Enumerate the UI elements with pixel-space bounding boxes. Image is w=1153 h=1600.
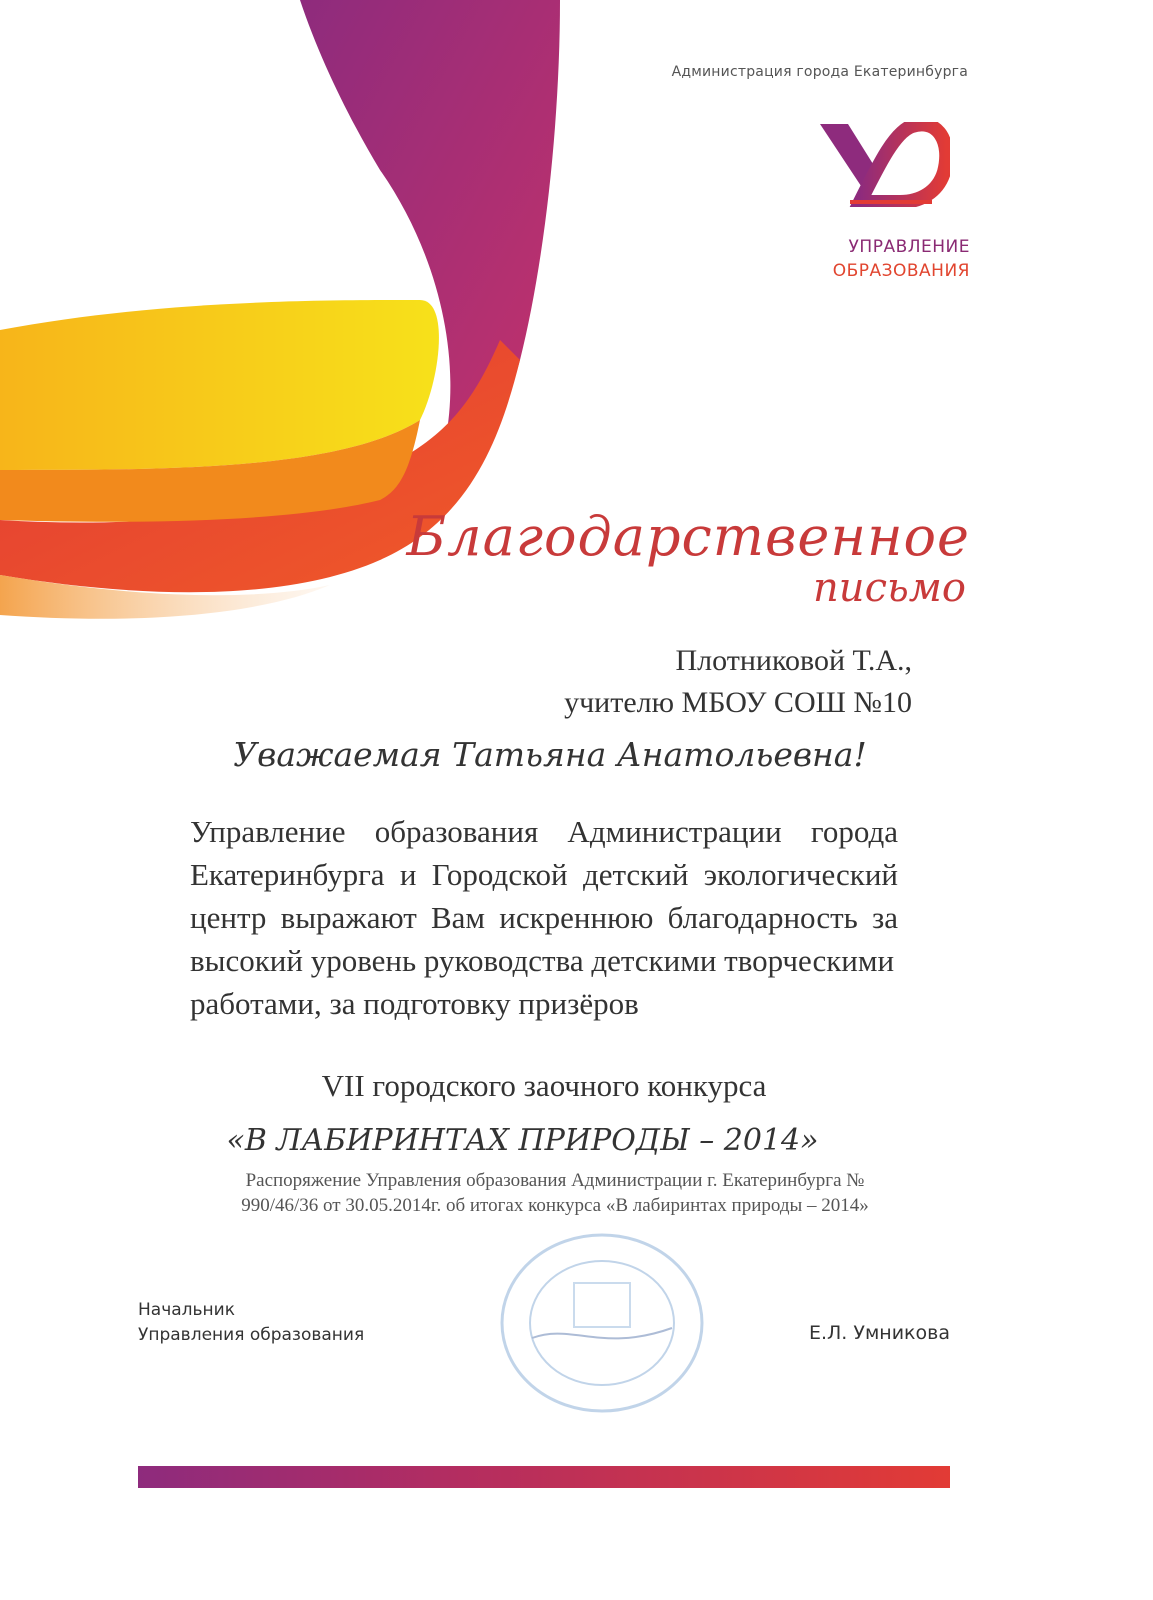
education-department-logo-icon [820,122,950,207]
bottom-decorative-bar [138,1466,950,1488]
logo-caption-line1: УПРАВЛЕНИЕ [848,237,970,257]
official-stamp-icon [492,1228,712,1418]
logo-caption-line2: ОБРАЗОВАНИЯ [832,261,970,281]
letter-body-main: Управление образования Администрации города Екатеринбурга и Городской детский экологический центр выражают Вам искреннюю благодарность за высокий уровень руководства детскими творческими [190,814,898,978]
recipient-position: учителю МБОУ СОШ №10 [564,686,912,719]
signatory-title-line1: Начальник [138,1300,235,1320]
greeting: Уважаемая Татьяна Анатольевна! [233,735,867,774]
letter-title-line2: письмо [813,565,966,611]
administration-name: Администрация города Екатеринбурга [671,64,968,80]
logo-caption [760,235,970,283]
signatory-title-line2: Управления образования [138,1325,365,1345]
contest-name: «В ЛАБИРИНТАХ ПРИРОДЫ – 2014» [226,1123,819,1158]
contest-line: VII городского заочного конкурса [321,1068,767,1103]
letter-title-line1: Благодарственное [406,505,970,568]
letter-body [190,810,898,1025]
order-reference: Распоряжение Управления образования Администрации г. Екатеринбурга № 990/46/36 от 30.05.2014г. об итогах конкурса «В лабиринтах природы – 2014» [241,1170,869,1216]
letter-body-last-line: работами, за подготовку призёров [190,986,639,1021]
recipient-block [300,640,912,724]
letter-title [360,505,970,611]
signatory-title [138,1298,364,1348]
signatory-name: Е.Л. Умникова [808,1322,950,1344]
recipient-name: Плотниковой Т.А., [675,644,912,677]
